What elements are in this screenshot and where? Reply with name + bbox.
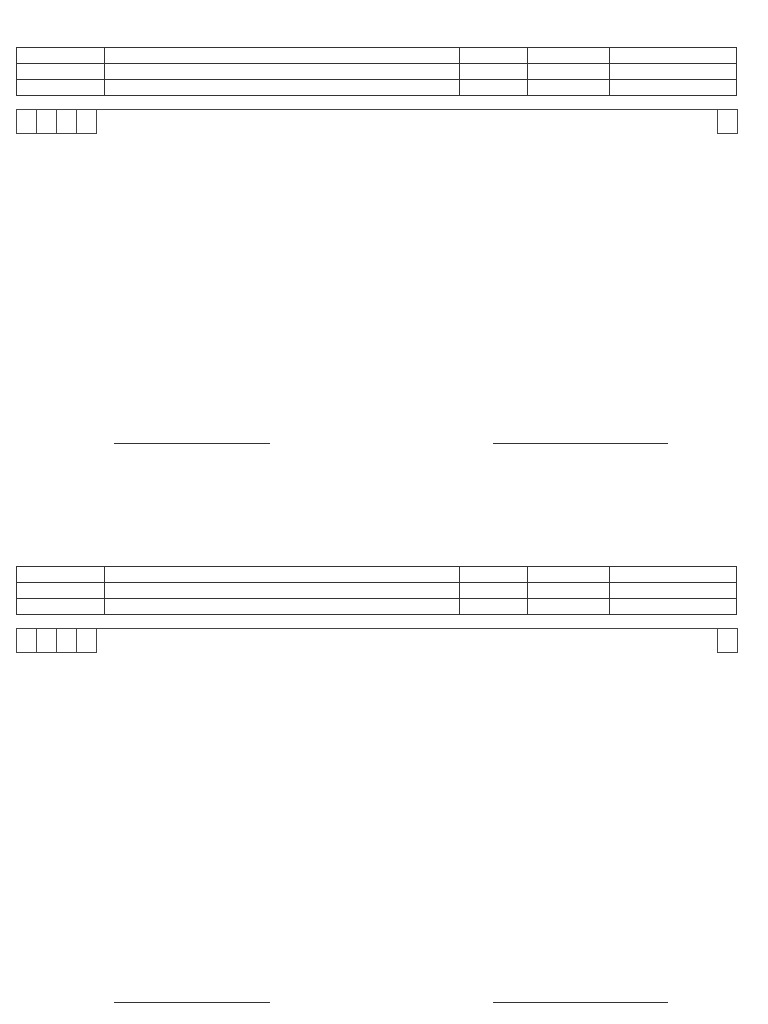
label-codigo xyxy=(17,567,105,583)
value-organismo xyxy=(105,599,460,615)
label-proyecto xyxy=(17,583,105,599)
label-mes xyxy=(460,48,528,64)
day-header-row xyxy=(17,125,738,134)
header-info-table xyxy=(16,47,737,96)
col-header-total xyxy=(717,629,737,653)
col-header-total xyxy=(717,110,737,134)
value-plazo xyxy=(680,567,737,583)
label-organismo xyxy=(17,80,105,96)
label-organismo xyxy=(17,599,105,615)
label-plazo xyxy=(610,48,680,64)
value-plazo xyxy=(680,48,737,64)
value-codigo xyxy=(105,567,460,583)
value-codigo xyxy=(105,48,460,64)
col-header-dias xyxy=(97,110,717,121)
col-header-doc xyxy=(57,629,77,653)
value-organismo xyxy=(105,80,460,96)
col-header-n xyxy=(17,110,37,134)
day-header-row xyxy=(17,644,738,653)
value-mes xyxy=(528,48,610,64)
value-proyecto xyxy=(105,64,460,80)
col-header-doc xyxy=(57,110,77,134)
value-proyecto xyxy=(105,583,460,599)
col-header-sex xyxy=(77,110,97,134)
col-header-name xyxy=(37,110,57,134)
label-codigo xyxy=(17,48,105,64)
col-header-name xyxy=(37,629,57,653)
attendance-table-1 xyxy=(16,109,738,134)
col-header-n xyxy=(17,629,37,653)
attendance-table-2 xyxy=(16,628,738,653)
label-mes xyxy=(460,567,528,583)
col-header-dias xyxy=(97,629,717,640)
label-plazo xyxy=(610,567,680,583)
value-mes xyxy=(528,567,610,583)
header-info-table-2 xyxy=(16,566,737,615)
col-header-sex xyxy=(77,629,97,653)
label-proyecto xyxy=(17,64,105,80)
